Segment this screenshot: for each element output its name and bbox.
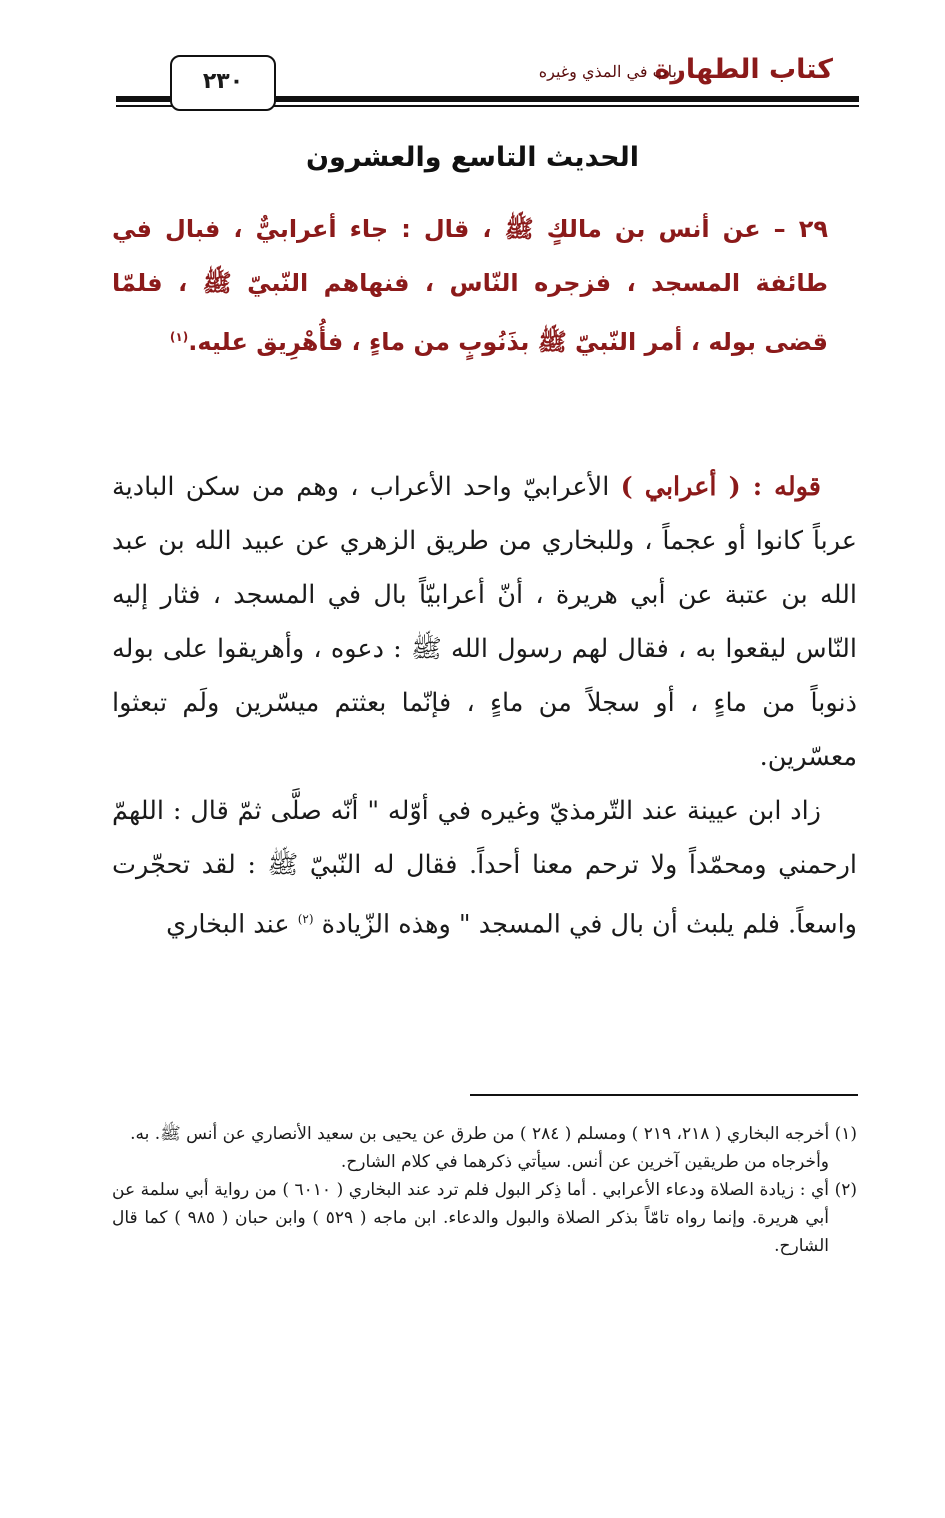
footnote-1-continued: وأخرجاه من طريقين آخرين عن أنس. سيأتي ذكرهما في كلام الشارح. bbox=[340, 1152, 829, 1172]
footnote-marker-1: (١) bbox=[169, 330, 189, 344]
page-number: ٢٣٠ bbox=[170, 55, 276, 111]
page-header bbox=[0, 0, 945, 120]
paragraph-2-text-b: عند البخاري bbox=[166, 909, 298, 940]
paragraph-2-text-a: زاد ابن عيينة عند التّرمذيّ وغيره في أوّله " أنّه صلَّى ثمّ قال : اللهمّ ارحمني ومحمّداً ولا ترحم معنا أحداً. فقال له النّبيّ ﷺ : لقد تحجّرت واسعاً. فلم يلبث أن بال في المسجد " وهذه الزّيادة bbox=[112, 796, 857, 940]
book-title: كتاب الطهارة bbox=[654, 54, 833, 85]
footnote-marker-2: (٢) bbox=[297, 912, 314, 926]
footnotes bbox=[112, 1120, 857, 1260]
chapter-title: باب في المذي وغيره bbox=[538, 62, 677, 81]
hadith-text bbox=[112, 202, 828, 369]
paragraph-1 bbox=[112, 460, 857, 784]
footnote-divider bbox=[470, 1094, 858, 1096]
section-heading: الحديث التاسع والعشرون bbox=[305, 142, 640, 173]
footnote-2: (٢) أي : زيادة الصلاة ودعاء الأعرابي . أما ذِكر البول فلم ترد عند البخاري ( ٦٠١٠ ) من رواية أبي سلمة عن أبي هريرة. وإنما رواه تامّاً بذكر الصلاة والبول والدعاء. ابن ماجه ( ٥٢٩ ) وابن حبان ( ٩٨٥ ) كما قال الشارح. bbox=[112, 1180, 857, 1256]
hadith-body: ٢٩ – عن أنس بن مالكٍ ﷺ ، قال : جاء أعرابيٌّ ، فبال في طائفة المسجد ، فزجره النّاس ، فنهاهم النّبيّ ﷺ ، فلمّا قضى بوله ، أمر النّبيّ ﷺ بذَنُوبٍ من ماءٍ ، فأُهْرِيق عليه. bbox=[112, 215, 828, 356]
footnote-1: (١) أخرجه البخاري ( ٢١٨، ٢١٩ ) ومسلم ( ٢٨٤ ) من طرق عن يحيى بن سعيد الأنصاري عن أنس ﷺ. به. bbox=[130, 1124, 857, 1144]
paragraph-2 bbox=[112, 784, 857, 952]
paragraph-1-keyword: قوله : ( أعرابي ) bbox=[620, 472, 821, 502]
commentary bbox=[112, 460, 857, 952]
paragraph-1-text: الأعرابيّ واحد الأعراب ، وهم من سكن البادية عرباً كانوا أو عجماً ، وللبخاري من طريق الزهري عن عبيد الله بن عبد الله بن عتبة عن أبي هريرة ، أنّ أعرابيّاً بال في المسجد ، فثار إليه النّاس ليقعوا به ، فقال لهم رسول الله ﷺ : دعوه ، وأهريقوا على بوله ذنوباً من ماءٍ ، أو سجلاً من ماءٍ ، فإنّما بعثتم ميسّرين ولَم تبعثوا معسّرين. bbox=[112, 472, 857, 772]
